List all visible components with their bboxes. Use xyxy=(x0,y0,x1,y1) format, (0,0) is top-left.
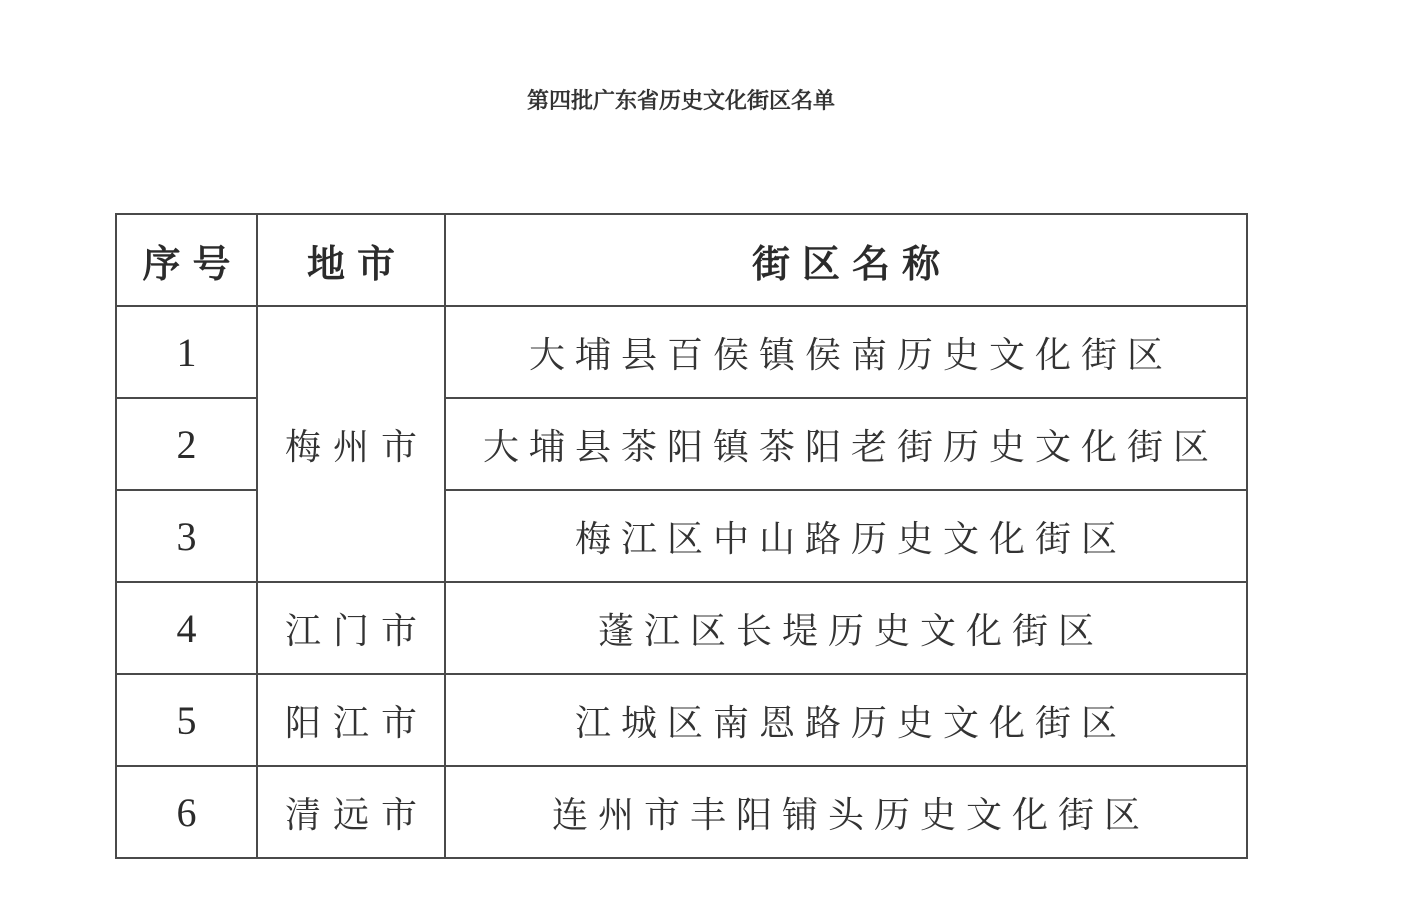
table-row xyxy=(116,306,1247,398)
row-city: 梅州市 xyxy=(257,306,445,582)
row-city: 阳江市 xyxy=(257,674,445,766)
row-number: 1 xyxy=(116,306,257,398)
row-number: 3 xyxy=(116,490,257,582)
header-city: 地市 xyxy=(257,214,445,306)
table-row xyxy=(116,582,1247,674)
row-city: 清远市 xyxy=(257,766,445,858)
row-number: 6 xyxy=(116,766,257,858)
row-district-name: 江城区南恩路历史文化街区 xyxy=(445,674,1247,766)
table-header-row xyxy=(116,214,1247,306)
row-district-name: 连州市丰阳铺头历史文化街区 xyxy=(445,766,1247,858)
table-row xyxy=(116,766,1247,858)
row-district-name: 梅江区中山路历史文化街区 xyxy=(445,490,1247,582)
row-district-name: 蓬江区长堤历史文化街区 xyxy=(445,582,1247,674)
row-number: 5 xyxy=(116,674,257,766)
district-table xyxy=(115,213,1248,859)
row-number: 4 xyxy=(116,582,257,674)
page-title: 第四批广东省历史文化街区名单 xyxy=(526,89,835,114)
row-district-name: 大埔县百侯镇侯南历史文化街区 xyxy=(445,306,1247,398)
header-district-name: 街区名称 xyxy=(445,214,1247,306)
row-district-name: 大埔县茶阳镇茶阳老街历史文化街区 xyxy=(445,398,1247,490)
row-number: 2 xyxy=(116,398,257,490)
table-row xyxy=(116,674,1247,766)
header-serial-number: 序号 xyxy=(116,214,257,306)
row-city: 江门市 xyxy=(257,582,445,674)
